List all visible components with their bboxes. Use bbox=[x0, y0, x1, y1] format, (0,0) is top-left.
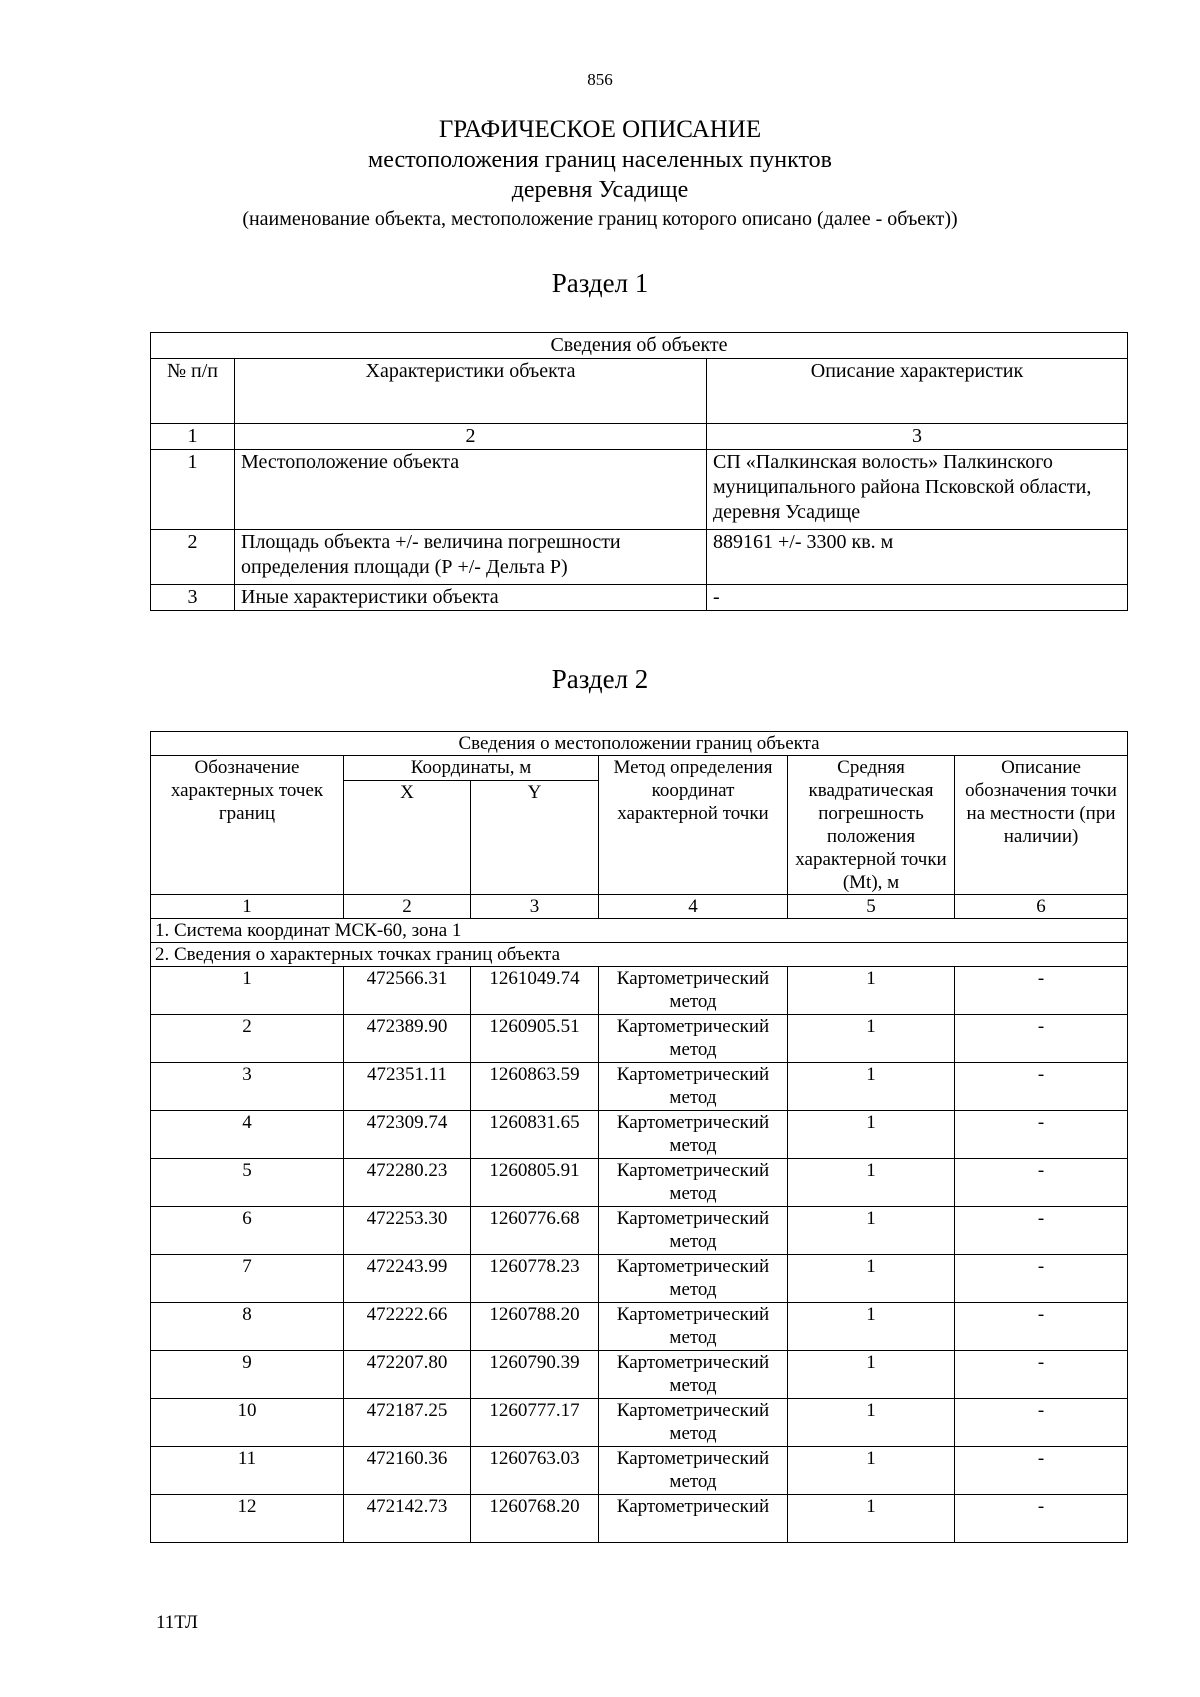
point-error: 1 bbox=[788, 1447, 955, 1495]
row-characteristic: Местоположение объекта bbox=[235, 450, 707, 530]
header-point-description: Описание обозначения точки на местности (при наличии) bbox=[955, 756, 1128, 895]
point-number: 12 bbox=[151, 1495, 344, 1543]
row-description: 889161 +/- 3300 кв. м bbox=[707, 530, 1128, 585]
column-number: 3 bbox=[471, 895, 599, 919]
boundary-points-table bbox=[150, 731, 1128, 1543]
point-number: 8 bbox=[151, 1303, 344, 1351]
point-error: 1 bbox=[788, 1351, 955, 1399]
point-description: - bbox=[955, 1303, 1128, 1351]
table-row bbox=[151, 1399, 1128, 1447]
header-characteristics: Характеристики объекта bbox=[235, 359, 707, 424]
point-error: 1 bbox=[788, 1207, 955, 1255]
point-error: 1 bbox=[788, 1399, 955, 1447]
table-caption-row bbox=[151, 732, 1128, 756]
point-number: 11 bbox=[151, 1447, 344, 1495]
footer-code: 11ТЛ bbox=[156, 1612, 198, 1633]
header-description: Описание характеристик bbox=[707, 359, 1128, 424]
table-row bbox=[151, 1351, 1128, 1399]
point-description: - bbox=[955, 1255, 1128, 1303]
column-number: 3 bbox=[707, 424, 1128, 450]
point-method: Картометрический метод bbox=[599, 967, 788, 1015]
point-x: 472207.80 bbox=[344, 1351, 471, 1399]
column-number: 5 bbox=[788, 895, 955, 919]
column-numbers-row bbox=[151, 424, 1128, 450]
header-method: Метод определения координат характерной точки bbox=[599, 756, 788, 895]
column-number: 2 bbox=[235, 424, 707, 450]
point-x: 472222.66 bbox=[344, 1303, 471, 1351]
point-number: 7 bbox=[151, 1255, 344, 1303]
header-designation: Обозначение характерных точек границ bbox=[151, 756, 344, 895]
table-row bbox=[151, 1495, 1128, 1543]
header-coordinates: Координаты, м bbox=[344, 756, 599, 781]
object-name-note: (наименование объекта, местоположение границ которого описано (далее - объект)) bbox=[242, 208, 958, 230]
point-y: 1260831.65 bbox=[471, 1111, 599, 1159]
point-x: 472142.73 bbox=[344, 1495, 471, 1543]
point-y: 1260905.51 bbox=[471, 1015, 599, 1063]
point-method: Картометрический метод bbox=[599, 1015, 788, 1063]
table-row bbox=[151, 585, 1128, 611]
point-method: Картометрический bbox=[599, 1495, 788, 1543]
point-error: 1 bbox=[788, 1159, 955, 1207]
row-characteristic: Площадь объекта +/- величина погрешности определения площади (Р +/- Дельта Р) bbox=[235, 530, 707, 585]
point-error: 1 bbox=[788, 1495, 955, 1543]
point-x: 472187.25 bbox=[344, 1399, 471, 1447]
table-row bbox=[151, 1111, 1128, 1159]
section2-title: Раздел 2 bbox=[551, 664, 649, 694]
document-subtitle: местоположения границ населенных пунктов bbox=[368, 147, 832, 173]
row-num: 2 bbox=[151, 530, 235, 585]
point-method: Картометрический метод bbox=[599, 1303, 788, 1351]
header-num: № п/п bbox=[151, 359, 235, 424]
section1-title: Раздел 1 bbox=[551, 268, 649, 298]
row-description: - bbox=[707, 585, 1128, 611]
table-header-row bbox=[151, 359, 1128, 424]
table-caption-row bbox=[151, 333, 1128, 359]
point-y: 1260790.39 bbox=[471, 1351, 599, 1399]
point-x: 472309.74 bbox=[344, 1111, 471, 1159]
point-y: 1260778.23 bbox=[471, 1255, 599, 1303]
header-error: Средняя квадратическая погрешность положения характерной точки (Mt), м bbox=[788, 756, 955, 895]
point-description: - bbox=[955, 1015, 1128, 1063]
point-number: 10 bbox=[151, 1399, 344, 1447]
point-method: Картометрический метод bbox=[599, 1207, 788, 1255]
table-row bbox=[151, 967, 1128, 1015]
point-x: 472566.31 bbox=[344, 967, 471, 1015]
table-row bbox=[151, 1447, 1128, 1495]
point-y: 1260763.03 bbox=[471, 1447, 599, 1495]
document-title: ГРАФИЧЕСКОЕ ОПИСАНИЕ bbox=[438, 116, 762, 143]
point-x: 472253.30 bbox=[344, 1207, 471, 1255]
point-y: 1260788.20 bbox=[471, 1303, 599, 1351]
point-description: - bbox=[955, 1111, 1128, 1159]
column-number: 1 bbox=[151, 895, 344, 919]
point-number: 9 bbox=[151, 1351, 344, 1399]
point-description: - bbox=[955, 1399, 1128, 1447]
point-method: Картометрический метод bbox=[599, 1111, 788, 1159]
column-numbers-row bbox=[151, 895, 1128, 919]
row-num: 1 bbox=[151, 450, 235, 530]
point-error: 1 bbox=[788, 1111, 955, 1159]
point-description: - bbox=[955, 1207, 1128, 1255]
table-row bbox=[151, 1063, 1128, 1111]
point-number: 4 bbox=[151, 1111, 344, 1159]
coordinate-system: 1. Система координат МСК-60, зона 1 bbox=[151, 919, 1128, 943]
point-description: - bbox=[955, 967, 1128, 1015]
point-x: 472243.99 bbox=[344, 1255, 471, 1303]
object-info-table bbox=[150, 332, 1128, 611]
point-number: 3 bbox=[151, 1063, 344, 1111]
point-x: 472389.90 bbox=[344, 1015, 471, 1063]
page-number: 856 bbox=[587, 70, 613, 89]
header-y: Y bbox=[471, 781, 599, 895]
table-header-row bbox=[151, 756, 1128, 781]
point-method: Картометрический метод bbox=[599, 1063, 788, 1111]
point-error: 1 bbox=[788, 1255, 955, 1303]
point-x: 472160.36 bbox=[344, 1447, 471, 1495]
row-description: СП «Палкинская волость» Палкинского муниципального района Псковской области, деревня Усадище bbox=[707, 450, 1128, 530]
table-row bbox=[151, 1207, 1128, 1255]
column-number: 6 bbox=[955, 895, 1128, 919]
point-error: 1 bbox=[788, 967, 955, 1015]
table-caption: Сведения о местоположении границ объекта bbox=[151, 732, 1128, 756]
system-row bbox=[151, 919, 1128, 943]
point-description: - bbox=[955, 1063, 1128, 1111]
point-y: 1260805.91 bbox=[471, 1159, 599, 1207]
point-y: 1260776.68 bbox=[471, 1207, 599, 1255]
point-number: 6 bbox=[151, 1207, 344, 1255]
point-error: 1 bbox=[788, 1303, 955, 1351]
point-error: 1 bbox=[788, 1015, 955, 1063]
point-x: 472280.23 bbox=[344, 1159, 471, 1207]
column-number: 2 bbox=[344, 895, 471, 919]
table-row bbox=[151, 1255, 1128, 1303]
points-heading-row bbox=[151, 943, 1128, 967]
point-error: 1 bbox=[788, 1063, 955, 1111]
points-heading: 2. Сведения о характерных точках границ объекта bbox=[151, 943, 1128, 967]
point-description: - bbox=[955, 1447, 1128, 1495]
column-number: 1 bbox=[151, 424, 235, 450]
table-row bbox=[151, 450, 1128, 530]
table-row bbox=[151, 1303, 1128, 1351]
row-num: 3 bbox=[151, 585, 235, 611]
point-method: Картометрический метод bbox=[599, 1447, 788, 1495]
point-number: 2 bbox=[151, 1015, 344, 1063]
table-row bbox=[151, 530, 1128, 585]
point-method: Картометрический метод bbox=[599, 1159, 788, 1207]
point-y: 1260777.17 bbox=[471, 1399, 599, 1447]
point-y: 1260863.59 bbox=[471, 1063, 599, 1111]
point-method: Картометрический метод bbox=[599, 1255, 788, 1303]
point-y: 1260768.20 bbox=[471, 1495, 599, 1543]
column-number: 4 bbox=[599, 895, 788, 919]
header-x: X bbox=[344, 781, 471, 895]
table-row bbox=[151, 1015, 1128, 1063]
row-characteristic: Иные характеристики объекта bbox=[235, 585, 707, 611]
point-description: - bbox=[955, 1351, 1128, 1399]
point-number: 1 bbox=[151, 967, 344, 1015]
table-row bbox=[151, 1159, 1128, 1207]
point-y: 1261049.74 bbox=[471, 967, 599, 1015]
point-method: Картометрический метод bbox=[599, 1351, 788, 1399]
object-name: деревня Усадище bbox=[511, 177, 689, 203]
point-description: - bbox=[955, 1495, 1128, 1543]
title-block bbox=[0, 114, 1200, 233]
point-number: 5 bbox=[151, 1159, 344, 1207]
point-x: 472351.11 bbox=[344, 1063, 471, 1111]
point-method: Картометрический метод bbox=[599, 1399, 788, 1447]
table-caption: Сведения об объекте bbox=[151, 333, 1128, 359]
point-description: - bbox=[955, 1159, 1128, 1207]
